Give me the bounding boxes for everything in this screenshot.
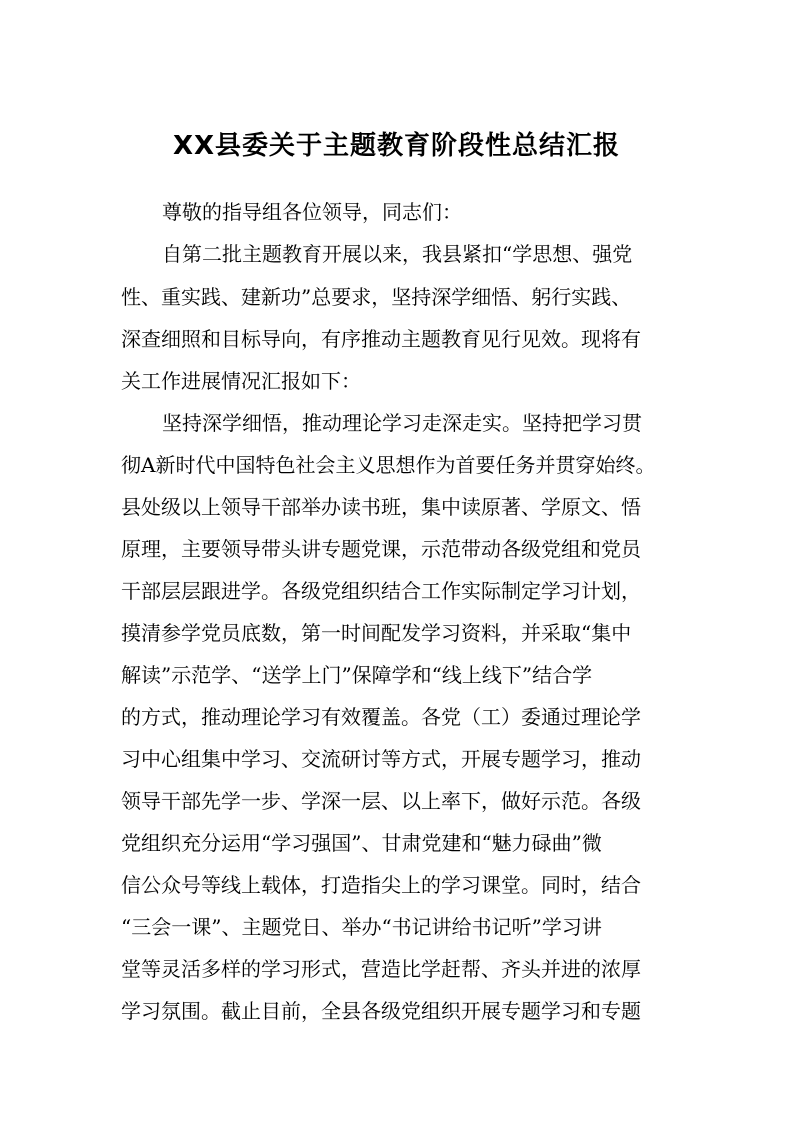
paragraph-line: 县处级以上领导干部举办读书班，集中读原著、学原文、悟	[121, 495, 641, 519]
paragraph-line: 堂等灵活多样的学习形式，营造比学赶帮、齐头并进的浓厚	[121, 957, 641, 981]
paragraph-line: 学习氛围。截止目前，全县各级党组织开展专题学习和专题	[121, 999, 641, 1023]
paragraph-line: 的方式，推动理论学习有效覆盖。各党（工）委通过理论学	[121, 705, 641, 729]
paragraph-line: 性、重实践、建新功”总要求，坚持深学细悟、躬行实践、	[121, 285, 632, 309]
document-title: XX县委关于主题教育阶段性总结汇报	[172, 131, 621, 161]
paragraph-line: 原理，主要领导带头讲专题党课，示范带动各级党组和党员	[121, 537, 641, 561]
paragraph-line: 信公众号等线上载体，打造指尖上的学习课堂。同时，结合	[121, 873, 641, 897]
paragraph-line: 深查细照和目标导向，有序推动主题教育见行见效。现将有	[121, 327, 641, 351]
paragraph-line: 习中心组集中学习、交流研讨等方式，开展专题学习，推动	[121, 747, 641, 771]
paragraph-line: “三会一课”、主题党日、举办“书记讲给书记听”学习讲	[121, 915, 602, 939]
paragraph-line: 解读”示范学、“送学上门”保障学和“线上线下”结合学	[121, 663, 593, 687]
paragraph-line: 坚持深学细悟，推动理论学习走深走实。坚持把学习贯	[162, 411, 642, 435]
paragraph-line: 彻A新时代中国特色社会主义思想作为首要任务并贯穿始终。	[121, 453, 656, 477]
paragraph-line: 自第二批主题教育开展以来，我县紧扣“学思想、强党	[162, 242, 633, 266]
paragraph-line: 摸清参学党员底数，第一时间配发学习资料，并采取“集中	[121, 621, 632, 645]
salutation-line: 尊敬的指导组各位领导，同志们：	[162, 200, 462, 224]
paragraph-line: 关工作进展情况汇报如下：	[121, 369, 361, 393]
paragraph-line: 党组织充分运用“学习强国”、甘肃党建和“魅力碌曲”微	[121, 831, 602, 855]
paragraph-line: 干部层层跟进学。各级党组织结合工作实际制定学习计划，	[121, 579, 641, 603]
paragraph-line: 领导干部先学一步、学深一层、以上率下，做好示范。各级	[121, 789, 641, 813]
